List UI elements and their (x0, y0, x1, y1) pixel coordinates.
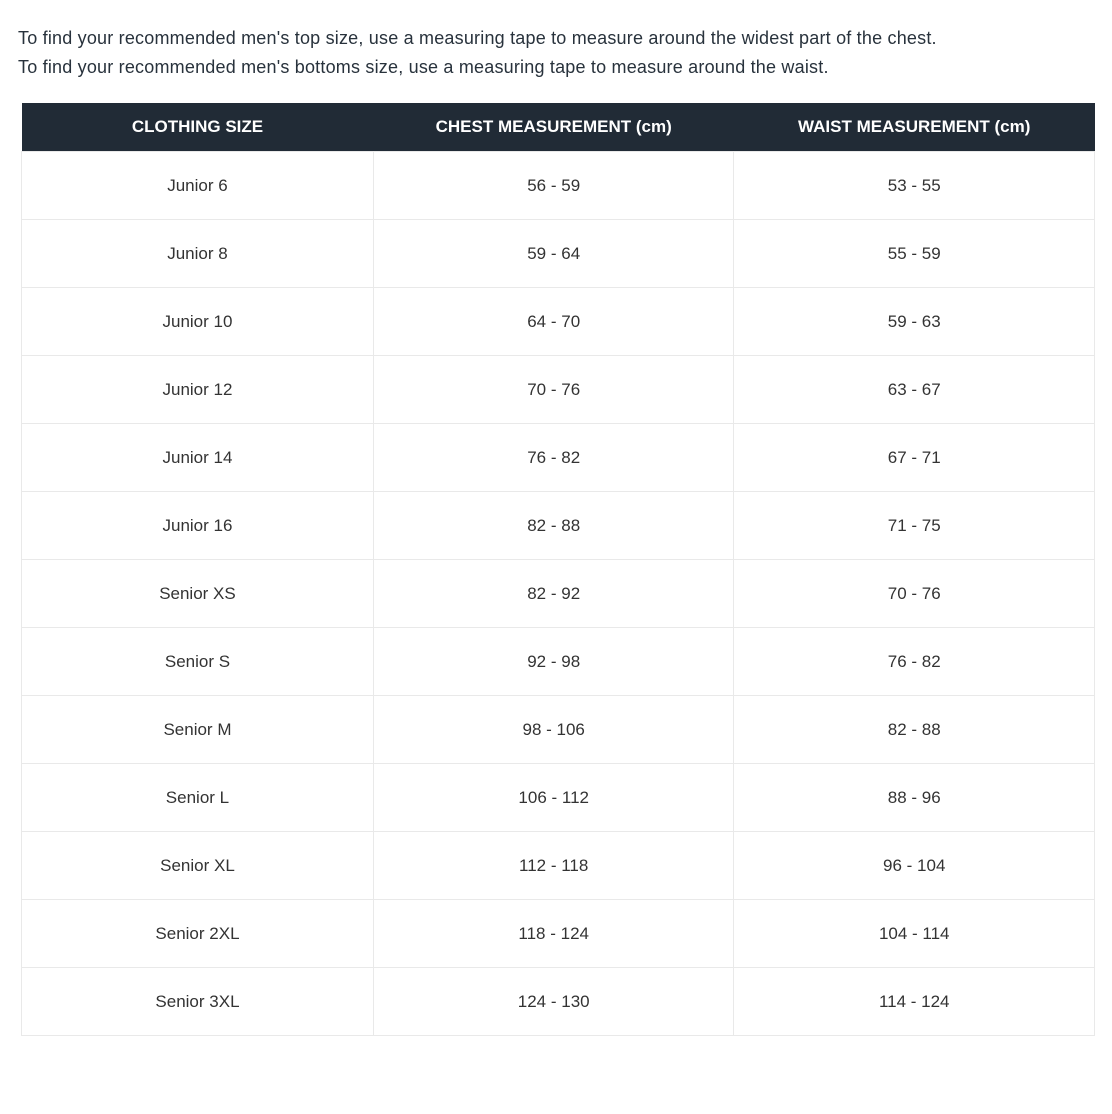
header-row (22, 103, 1095, 152)
waist-cell: 59 - 63 (734, 288, 1095, 356)
size-chart-header (22, 103, 1095, 152)
size-cell: Junior 16 (22, 492, 374, 560)
table-row (22, 288, 1095, 356)
column-header-clothing-size: CLOTHING SIZE (22, 103, 374, 152)
chest-cell: 92 - 98 (373, 628, 734, 696)
size-cell: Senior S (22, 628, 374, 696)
chest-cell: 82 - 88 (373, 492, 734, 560)
table-row (22, 764, 1095, 832)
chest-cell: 124 - 130 (373, 968, 734, 1036)
size-cell: Senior 2XL (22, 900, 374, 968)
chest-cell: 59 - 64 (373, 220, 734, 288)
size-cell: Junior 10 (22, 288, 374, 356)
size-cell: Junior 14 (22, 424, 374, 492)
table-row (22, 220, 1095, 288)
size-chart-table (21, 103, 1095, 1036)
size-cell: Senior M (22, 696, 374, 764)
size-cell: Junior 6 (22, 152, 374, 220)
table-row (22, 696, 1095, 764)
chest-cell: 70 - 76 (373, 356, 734, 424)
table-row (22, 900, 1095, 968)
size-cell: Junior 12 (22, 356, 374, 424)
waist-cell: 88 - 96 (734, 764, 1095, 832)
size-cell: Junior 8 (22, 220, 374, 288)
table-row (22, 424, 1095, 492)
size-cell: Senior L (22, 764, 374, 832)
table-row (22, 356, 1095, 424)
chest-cell: 64 - 70 (373, 288, 734, 356)
waist-cell: 82 - 88 (734, 696, 1095, 764)
waist-cell: 67 - 71 (734, 424, 1095, 492)
table-row (22, 832, 1095, 900)
chest-cell: 98 - 106 (373, 696, 734, 764)
table-row (22, 628, 1095, 696)
waist-cell: 63 - 67 (734, 356, 1095, 424)
table-row (22, 560, 1095, 628)
waist-cell: 55 - 59 (734, 220, 1095, 288)
waist-cell: 76 - 82 (734, 628, 1095, 696)
table-row (22, 968, 1095, 1036)
chest-cell: 76 - 82 (373, 424, 734, 492)
chest-cell: 82 - 92 (373, 560, 734, 628)
table-row (22, 492, 1095, 560)
waist-cell: 71 - 75 (734, 492, 1095, 560)
size-cell: Senior 3XL (22, 968, 374, 1036)
column-header-waist-measurement: WAIST MEASUREMENT (cm) (734, 103, 1095, 152)
size-cell: Senior XS (22, 560, 374, 628)
size-chart-body (22, 152, 1095, 1036)
chest-cell: 56 - 59 (373, 152, 734, 220)
waist-cell: 114 - 124 (734, 968, 1095, 1036)
tops-instruction-text: To find your recommended men's top size, use a measuring tape to measure around the widest part of the chest. (18, 28, 937, 48)
waist-cell: 53 - 55 (734, 152, 1095, 220)
table-row (22, 152, 1095, 220)
measuring-instructions (18, 24, 1095, 81)
chest-cell: 106 - 112 (373, 764, 734, 832)
chest-cell: 112 - 118 (373, 832, 734, 900)
waist-cell: 70 - 76 (734, 560, 1095, 628)
waist-cell: 104 - 114 (734, 900, 1095, 968)
column-header-chest-measurement: CHEST MEASUREMENT (cm) (373, 103, 734, 152)
chest-cell: 118 - 124 (373, 900, 734, 968)
bottoms-instruction-text: To find your recommended men's bottoms size, use a measuring tape to measure around the waist. (18, 56, 829, 77)
waist-cell: 96 - 104 (734, 832, 1095, 900)
size-cell: Senior XL (22, 832, 374, 900)
